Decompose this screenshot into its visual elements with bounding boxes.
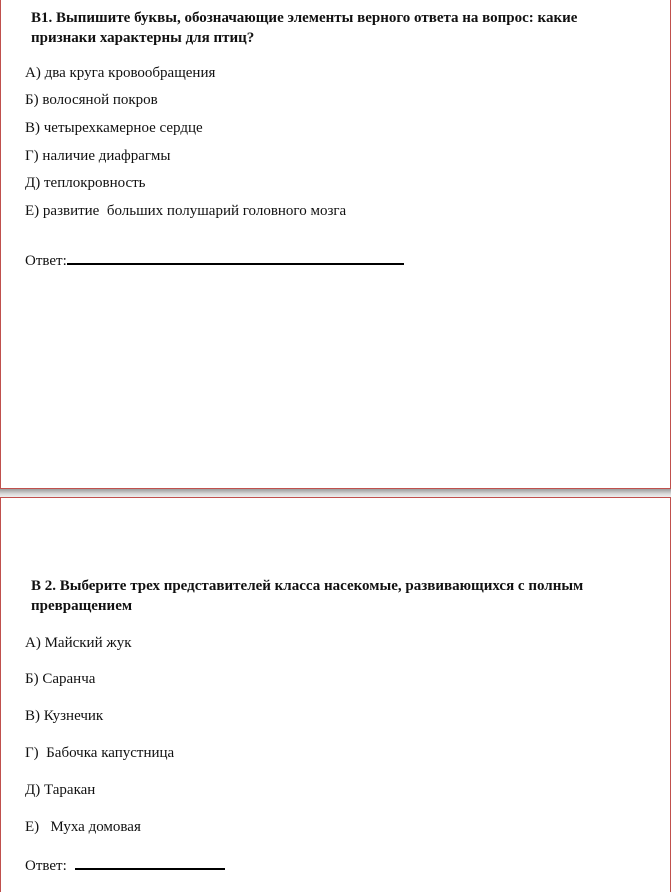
question-b1-answer-field[interactable] <box>67 249 404 265</box>
question-b1-answer <box>25 249 404 270</box>
question-b2-title: В 2. Выберите трех представителей класса насекомые, развивающихся с полным превращением <box>31 578 584 614</box>
question-b1-option-d: Д) теплокровность <box>25 175 146 191</box>
question-b2-option-e: Е) Муха домовая <box>25 819 141 835</box>
question-b1-option-g: Г) наличие диафрагмы <box>25 148 171 164</box>
question-b2-answer <box>25 854 225 875</box>
question-b1-option-b: Б) волосяной покров <box>25 92 158 108</box>
question-b2-option-g: Г) Бабочка капустница <box>25 745 175 761</box>
question-b2-answer-label: Ответ: <box>25 858 71 874</box>
question-b1-option-v: В) четырехкамерное сердце <box>25 120 203 136</box>
question-b1-answer-label: Ответ: <box>25 253 67 269</box>
question-b2-option-d: Д) Таракан <box>25 782 96 798</box>
question-b1-option-a: А) два круга кровообращения <box>25 65 216 81</box>
page-separator <box>0 489 671 497</box>
question-b1-title: В1. Выпишите буквы, обозначающие элементы верного ответа на вопрос: какие признаки характерны для птиц? <box>31 10 578 46</box>
page-2 <box>0 497 671 892</box>
question-b2-option-b: Б) Саранча <box>25 671 96 687</box>
question-b1-option-e: Е) развитие больших полушарий головного мозга <box>25 203 347 219</box>
question-b2-option-v: В) Кузнечик <box>25 708 104 724</box>
question-b2-option-a: А) Майский жук <box>25 635 132 651</box>
question-b2-answer-field[interactable] <box>75 854 225 870</box>
